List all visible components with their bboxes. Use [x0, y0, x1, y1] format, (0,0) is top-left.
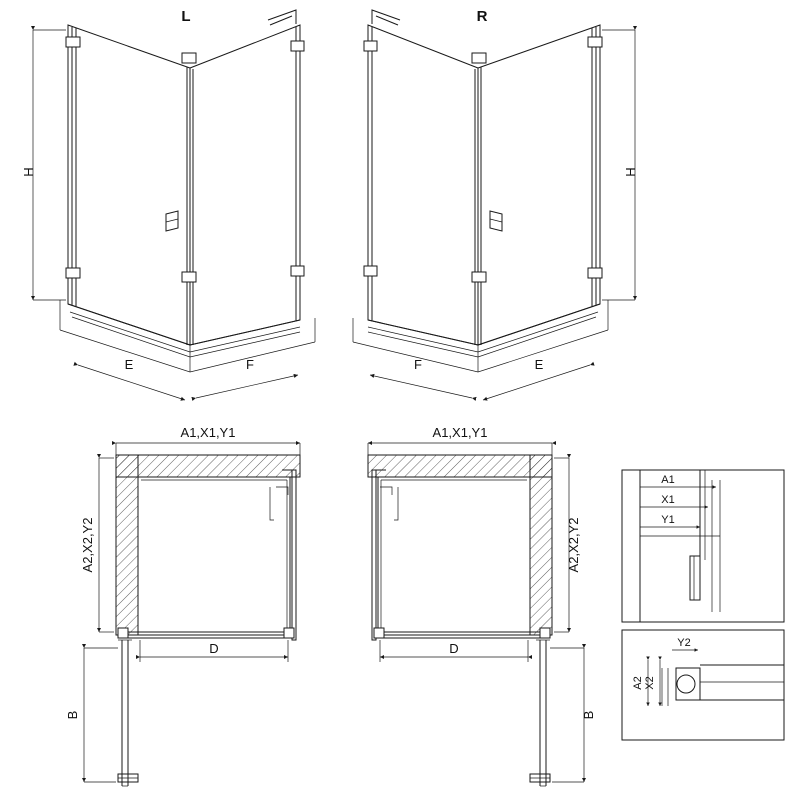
plan-view-right [368, 425, 596, 786]
plan-left-side-dimension-label: A2,X2,Y2 [80, 517, 95, 573]
iso-right-title: R [476, 8, 488, 25]
plan-left-top-dimension-label: A1,X1,Y1 [180, 425, 236, 440]
detail-bottom-label-y2: Y2 [677, 637, 691, 649]
plan-right-top-dimension-label: A1,X1,Y1 [432, 425, 488, 440]
iso-left-title: L [181, 8, 191, 25]
iso-right-width-e: E [534, 357, 544, 372]
detail-top-label-y1: Y1 [661, 514, 675, 526]
iso-right-height-label: H [623, 167, 638, 177]
detail-top-label-a1: A1 [661, 474, 675, 486]
plan-left-door-dimension-label: B [65, 710, 80, 720]
plan-right-door-dimension-label: B [581, 710, 596, 720]
detail-top-dimensions [622, 470, 784, 622]
detail-bottom-label-x2: X2 [644, 676, 656, 690]
detail-top-label-x1: X1 [661, 494, 675, 506]
iso-left-width-e: E [124, 357, 134, 372]
iso-right-width-f: F [414, 357, 422, 372]
iso-view-left [21, 8, 315, 400]
detail-bottom-label-a2: A2 [632, 676, 644, 690]
plan-left-inner-dimension-label: D [209, 641, 219, 656]
plan-right-inner-dimension-label: D [449, 641, 459, 656]
detail-bottom-dimensions [622, 630, 784, 740]
plan-right-side-dimension-label: A2,X2,Y2 [566, 517, 581, 573]
iso-left-height-label: H [21, 167, 36, 177]
plan-view-left [65, 425, 300, 786]
iso-view-right [353, 8, 638, 400]
iso-left-width-f: F [246, 357, 254, 372]
